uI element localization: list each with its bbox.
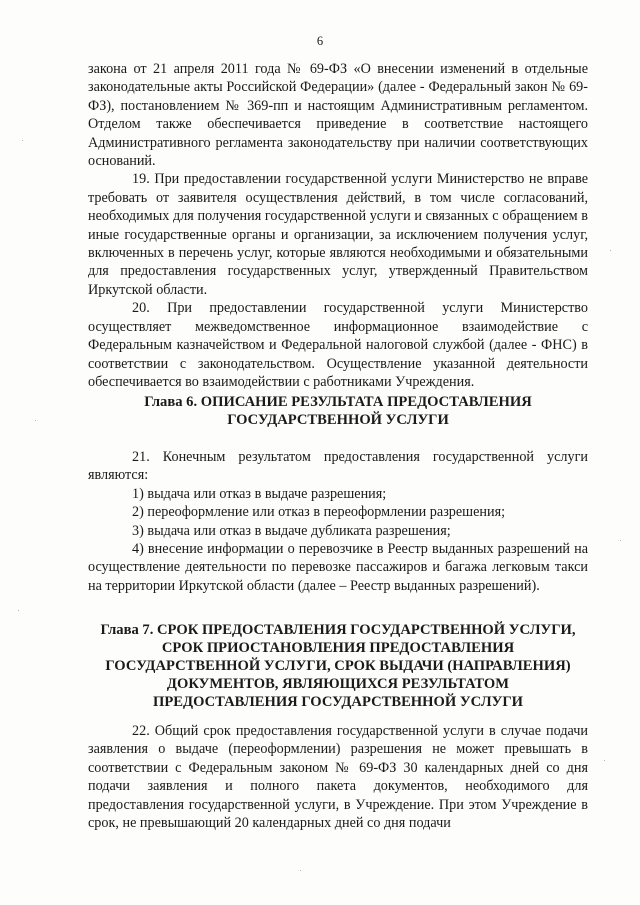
paragraph-22: 22. Общий срок предоставления государственной услуги в случае подачи заявления о выдаче (переоформлении) разрешения не может превышать в соответствии с Федеральным законом № 69-ФЗ 30 календарных дней со дня подачи заявления и полного пакета документов, необходимого для предоставления государственной услуги, в Учреждение. При этом Учреждение в срок, не превышающий 20 календарных дней со дня подачи (88, 723, 588, 832)
paragraph-19: 19. При предоставлении государственной услуги Министерство не вправе требовать от заявителя осуществления действий, в том числе согласований, необходимых для получения государственной услуги и связанных с обращением в иные государственные органы и организации, за исключением получения услуг, включенных в перечень услуг, которые являются необходимыми и обязательными для предоставления государственных услуг, утвержденный Правительством Иркутской области. (88, 171, 588, 298)
paragraph-21: 21. Конечным результатом предоставления государственной услуги являются: (88, 449, 588, 484)
result-item: 3) выдача или отказ в выдаче дубликата разрешения; (132, 522, 451, 539)
paragraphs-block-1 (88, 60, 588, 391)
chapter-7-line: ПРЕДОСТАВЛЕНИЯ ГОСУДАРСТВЕННОЙ УСЛУГИ (153, 694, 523, 710)
paragraph-law-reference: закона от 21 апреля 2011 года № 69-ФЗ «О внесении изменений в отдельные законодательные акты Российской Федерации» (далее - Федеральный закон № 69-ФЗ), постановлением № 369-пп и настоящим Административным регламентом. Отделом также обеспечивается приведение в соответствие настоящего Административного регламента законодательству при наличии соответствующих оснований. (88, 61, 588, 170)
scan-speckle (610, 250, 611, 251)
chapter-6-line: Глава 6. ОПИСАНИЕ РЕЗУЛЬТАТА ПРЕДОСТАВЛЕНИЯ (144, 394, 532, 410)
paragraph-20: 20. При предоставлении государственной услуги Министерство осуществляет межведомственное информационное взаимодействие с Федеральным казначейством и Федеральной налоговой службой (далее - ФНС) в соответствии с законодательством. Осуществление указанной деятельности обеспечивается во взаимодействии с работниками Учреждения. (88, 300, 588, 390)
scan-speckle (22, 140, 23, 141)
scan-speckle (604, 760, 605, 761)
chapter-6-line: ГОСУДАРСТВЕННОЙ УСЛУГИ (227, 412, 449, 428)
scan-speckle (18, 610, 19, 611)
scan-speckle (620, 540, 621, 541)
scan-speckle (300, 870, 301, 871)
chapter-7-line: ГОСУДАРСТВЕННОЙ УСЛУГИ, СРОК ВЫДАЧИ (НАПРАВЛЕНИЯ) (105, 658, 571, 674)
chapter-7-heading (88, 621, 588, 711)
result-item: 1) выдача или отказ в выдаче разрешения; (132, 485, 387, 502)
chapter-7-line: Глава 7. СРОК ПРЕДОСТАВЛЕНИЯ ГОСУДАРСТВЕННОЙ УСЛУГИ, (100, 622, 576, 638)
page-number: 6 (316, 34, 324, 48)
result-item: 2) переоформление или отказ в переоформлении разрешения; (132, 504, 506, 521)
paragraphs-block-3 (88, 722, 588, 832)
result-item-4: 4) внесение информации о перевозчике в Реестр выданных разрешений на осуществление деятельности по перевозке пассажиров и багажа легковым такси на территории Иркутской области (далее – Реестр выданных разрешений). (88, 541, 588, 594)
chapter-7-line: ДОКУМЕНТОВ, ЯВЛЯЮЩИХСЯ РЕЗУЛЬТАТОМ (166, 676, 510, 692)
chapter-7-line: СРОК ПРИОСТАНОВЛЕНИЯ ПРЕДОСТАВЛЕНИЯ (161, 640, 515, 656)
scan-speckle (35, 420, 36, 421)
chapter-6-heading (88, 393, 588, 429)
paragraphs-block-2 (88, 448, 588, 595)
